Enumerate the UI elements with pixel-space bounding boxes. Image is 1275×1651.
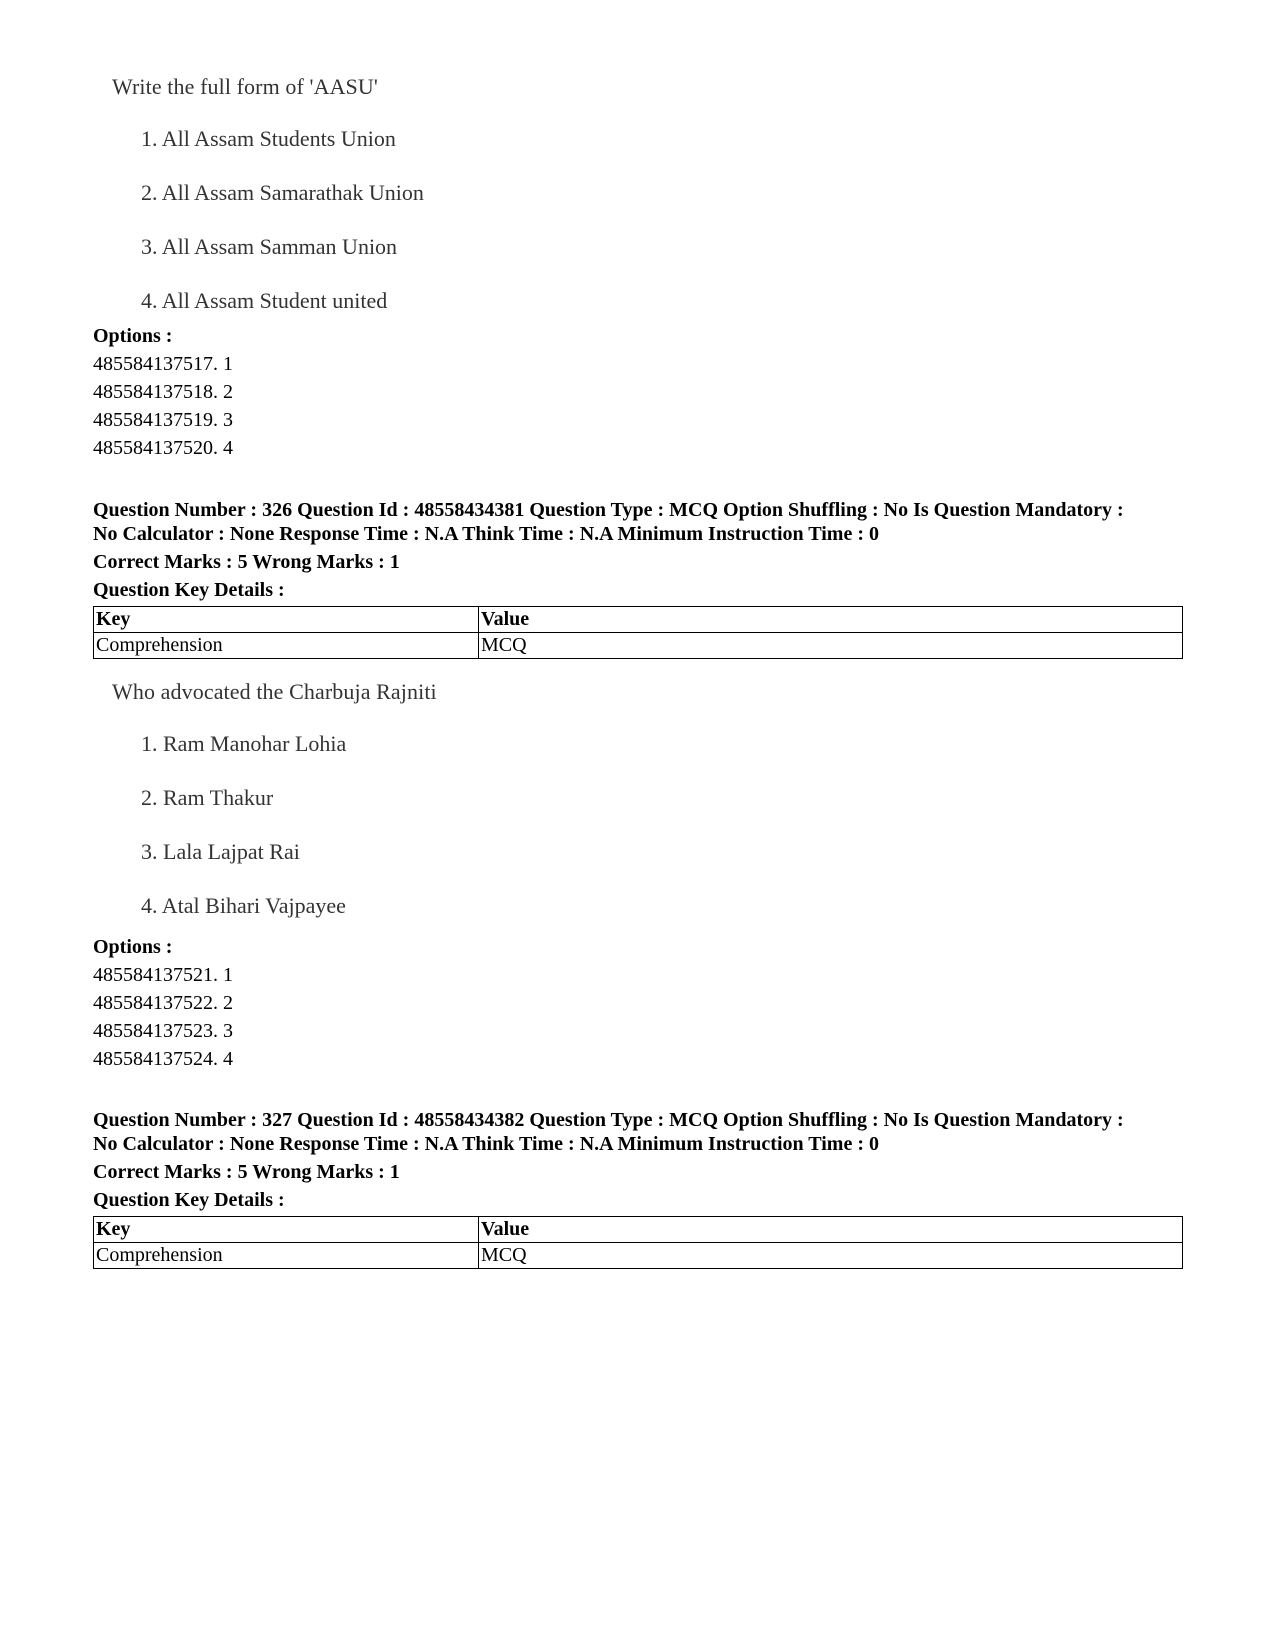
table-header-value: Value bbox=[479, 1217, 1183, 1243]
table-row bbox=[94, 633, 1183, 659]
marks-line: Correct Marks : 5 Wrong Marks : 1 bbox=[93, 1161, 400, 1183]
choice-3: 3. Lala Lajpat Rai bbox=[141, 839, 300, 864]
table-cell-value: MCQ bbox=[479, 633, 1183, 659]
question-meta-line2: No Calculator : None Response Time : N.A Think Time : N.A Minimum Instruction Time : 0 bbox=[93, 523, 879, 545]
table-header-row bbox=[94, 607, 1183, 633]
option-line: 485584137522. 2 bbox=[93, 992, 233, 1014]
option-line: 485584137524. 4 bbox=[93, 1048, 233, 1070]
key-details-label: Question Key Details : bbox=[93, 579, 285, 601]
option-line: 485584137517. 1 bbox=[93, 353, 233, 375]
key-details-table bbox=[93, 606, 1183, 659]
table-header-key: Key bbox=[94, 1217, 479, 1243]
option-line: 485584137518. 2 bbox=[93, 381, 233, 403]
choice-4: 4. All Assam Student united bbox=[141, 288, 388, 313]
table-cell-key: Comprehension bbox=[94, 633, 479, 659]
question-meta-line1: Question Number : 326 Question Id : 48558434381 Question Type : MCQ Option Shuffling : No Is Question Mandatory : bbox=[93, 499, 1124, 521]
question-text: Who advocated the Charbuja Rajniti bbox=[112, 679, 437, 704]
table-cell-value: MCQ bbox=[479, 1243, 1183, 1269]
question-326-header bbox=[93, 498, 1183, 659]
question-image-aasu bbox=[112, 74, 424, 314]
choice-3: 3. All Assam Samman Union bbox=[141, 234, 398, 259]
choice-4: 4. Atal Bihari Vajpayee bbox=[141, 893, 346, 918]
option-line: 485584137519. 3 bbox=[93, 409, 233, 431]
choice-2: 2. Ram Thakur bbox=[141, 785, 274, 810]
question-text: Write the full form of 'AASU' bbox=[112, 74, 378, 99]
choice-1: 1. All Assam Students Union bbox=[141, 126, 396, 151]
question-image-charbuja bbox=[112, 679, 437, 919]
table-header-key: Key bbox=[94, 607, 479, 633]
choice-2: 2. All Assam Samarathak Union bbox=[141, 180, 424, 205]
option-line: 485584137520. 4 bbox=[93, 437, 233, 459]
options-block-1 bbox=[93, 322, 1183, 462]
table-cell-key: Comprehension bbox=[94, 1243, 479, 1269]
table-row bbox=[94, 1243, 1183, 1269]
options-label: Options : bbox=[93, 325, 173, 347]
question-327-header bbox=[93, 1108, 1183, 1269]
question-meta-line1: Question Number : 327 Question Id : 48558434382 Question Type : MCQ Option Shuffling : No Is Question Mandatory : bbox=[93, 1109, 1124, 1131]
option-line: 485584137521. 1 bbox=[93, 964, 233, 986]
question-meta-line2: No Calculator : None Response Time : N.A Think Time : N.A Minimum Instruction Time : 0 bbox=[93, 1133, 879, 1155]
options-block-326 bbox=[93, 933, 1183, 1073]
options-label: Options : bbox=[93, 936, 173, 958]
table-header-row bbox=[94, 1217, 1183, 1243]
choice-1: 1. Ram Manohar Lohia bbox=[141, 731, 347, 756]
option-line: 485584137523. 3 bbox=[93, 1020, 233, 1042]
key-details-table bbox=[93, 1216, 1183, 1269]
marks-line: Correct Marks : 5 Wrong Marks : 1 bbox=[93, 551, 400, 573]
key-details-label: Question Key Details : bbox=[93, 1189, 285, 1211]
table-header-value: Value bbox=[479, 607, 1183, 633]
